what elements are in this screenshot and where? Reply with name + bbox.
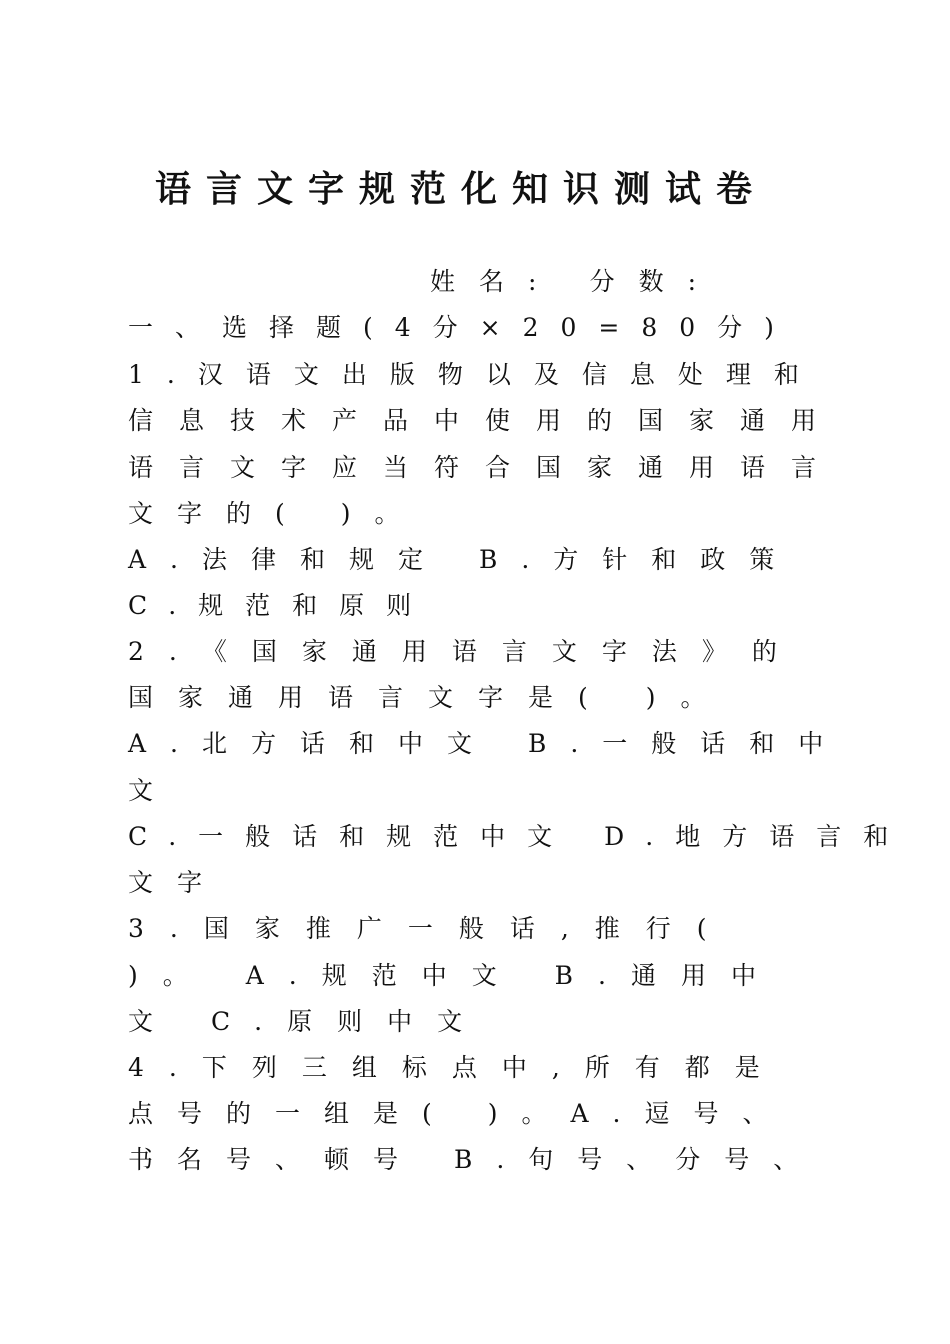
text-line: 国家通用语言文字是( )。 [128,683,731,712]
text-line: 3.国家推广一般话,推行( [128,914,733,943]
text-line: 点号的一组是( )。A.逗号、 [128,1099,792,1128]
question-1-options-2 [128,586,808,626]
text-line: 书名号、顿号 B.句号、分号、 [128,1145,823,1174]
question-3-line-3 [128,1002,808,1042]
question-2-options-3 [128,817,911,857]
question-2-options-1 [128,724,848,764]
name-label: 姓名: [430,267,561,296]
question-2-options-2 [128,771,808,811]
options-line: 文字 [128,868,227,897]
text-line: 语言文字应当符合国家通用语言 [128,453,843,482]
question-1-options-1 [128,540,808,580]
question-4-line-3 [128,1140,848,1180]
question-2-line-2 [128,678,808,718]
question-1-line-4 [128,494,808,534]
options-line: A.北方话和中文 B.一般话和中 [128,729,848,758]
section-heading [128,308,808,348]
text-line: 文字的( )。 [128,499,424,528]
page-title: 语言文字规范化知识测试卷 [154,168,767,210]
question-1-line-2 [128,401,843,441]
section-heading-text: 一、选择题(4分×20=80分) [128,313,796,342]
question-2-line-1 [128,632,808,672]
options-line: 文 [128,776,154,805]
question-1-line-1 [128,355,822,395]
options-line: C.一般话和规范中文 D.地方语言和 [128,822,911,851]
text-line: 4.下列三组标点中,所有都是 [128,1053,785,1082]
header-fields-row [430,262,720,302]
score-label: 分数: [589,267,720,296]
text-line: 文 C.原则中文 [128,1007,488,1036]
text-line: 2.《国家通用语言文字法》的 [128,637,802,666]
question-4-line-1 [128,1048,808,1088]
question-2-options-4 [128,863,808,903]
options-line: C.规范和原则 [128,591,434,620]
text-line: 信息技术产品中使用的国家通用 [128,406,843,435]
question-4-line-2 [128,1094,848,1134]
options-line: A.法律和规定 B.方针和政策 [128,545,799,574]
question-3-line-2 [128,956,808,996]
question-1-line-3 [128,448,843,488]
text-line: 1.汉语文出版物以及信息处理和 [128,360,822,389]
question-3-line-1 [128,909,808,949]
text-line: )。 A.规范中文 B.通用中 [128,961,781,990]
